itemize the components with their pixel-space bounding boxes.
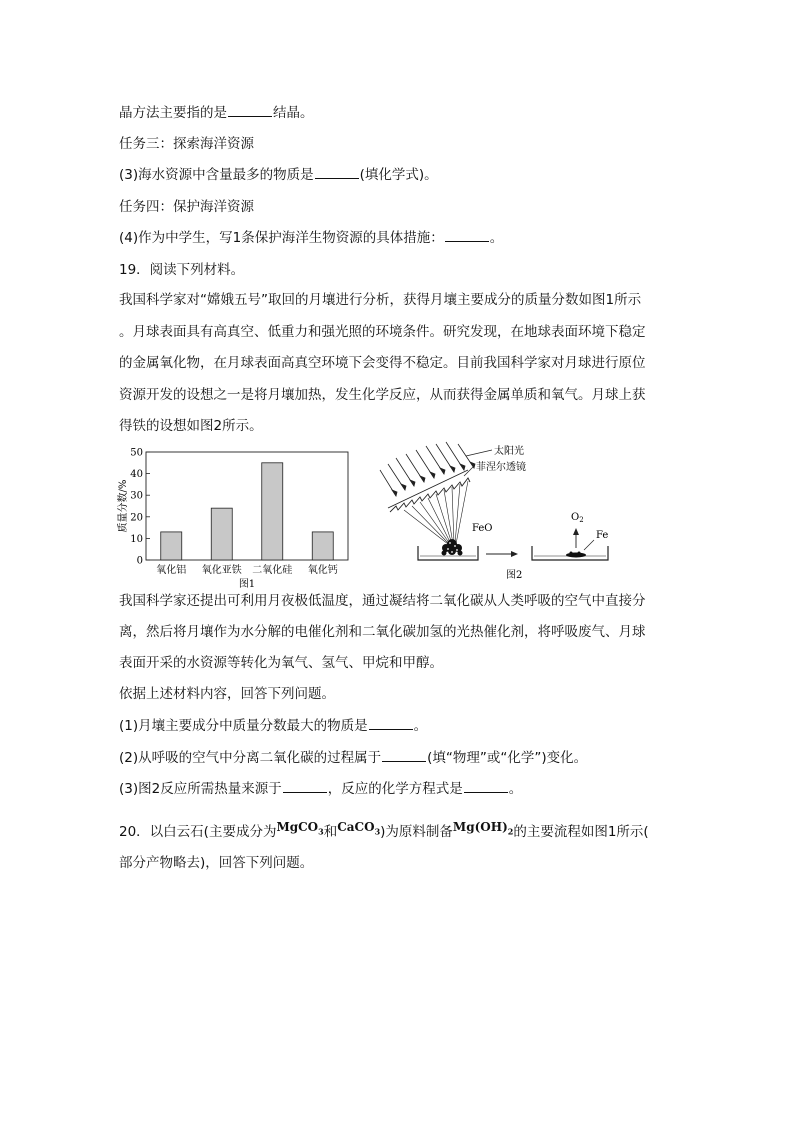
sub-question-2: (2)从呼吸的空气中分离二氧化碳的过程属于 (填“物理”或“化学”)变化。	[119, 750, 588, 766]
task4-heading: 任务四：保护海洋资源	[119, 199, 254, 215]
paragraph-line: 依据上述材料内容，回答下列问题。	[119, 686, 335, 702]
y-tick-label: 40	[130, 469, 143, 481]
formula-mgco3: MgCO$_3$	[276, 820, 324, 837]
question-19: 19．阅读下列材料。	[119, 262, 245, 278]
fe-label: Fe	[596, 530, 609, 541]
chart-caption: 图1	[238, 579, 256, 590]
bar	[161, 532, 182, 560]
paragraph-line: 我国科学家还提出可利用月夜极低温度，通过凝结将二氧化碳从人类呼吸的空气中直接分	[119, 593, 646, 609]
paragraph-line: 。月球表面具有高真空、低重力和强光照的环境条件。研究发现，在地球表面环境下稳定	[119, 324, 646, 340]
y-tick-label: 30	[130, 490, 143, 502]
fe-product	[566, 553, 586, 558]
answer-blank[interactable]	[283, 780, 327, 793]
bar	[312, 532, 333, 560]
figure2-diagram	[378, 440, 618, 582]
sunlight-rays	[380, 442, 475, 496]
paragraph-line: 的金属氧化物，在月球表面高真空环境下会变得不稳定。目前我国科学家对月球进行原位	[119, 355, 646, 371]
paragraph-line: 得铁的设想如图2所示。	[119, 418, 263, 434]
answer-blank[interactable]	[445, 229, 489, 242]
lens-label: 菲涅尔透镜	[476, 462, 526, 473]
answer-blank[interactable]	[382, 749, 426, 762]
x-tick-label: 氧化铝	[156, 565, 187, 576]
formula-caco3: CaCO$_3$	[337, 820, 381, 837]
paragraph-line: 部分产物略去)，回答下列问题。	[119, 855, 314, 871]
answer-blank[interactable]	[464, 780, 508, 793]
o2-label: $O_2$	[571, 512, 584, 524]
bar	[262, 463, 283, 560]
bar-chart-figure1	[116, 447, 356, 590]
paragraph-line: 资源开发的设想之一是将月壤加热，发生化学反应，从而获得金属单质和氧气。月球上获	[119, 387, 646, 403]
task3-heading: 任务三：探索海洋资源	[119, 136, 254, 152]
y-tick-label: 50	[130, 447, 143, 459]
answer-blank[interactable]	[369, 717, 413, 730]
question-4: (4)作为中学生，写1条保护海洋生物资源的具体措施： 。	[119, 230, 504, 246]
figure2-caption: 图2	[506, 570, 523, 581]
y-axis-label: 质量分数/%	[118, 479, 129, 533]
formula-mgoh2: $Mg(OH)_2$	[452, 820, 514, 837]
x-tick-label: 氧化钙	[307, 565, 338, 576]
x-tick-label: 氧化亚铁	[201, 565, 242, 576]
bar	[211, 508, 232, 560]
sub-question-1: (1)月壤主要成分中质量分数最大的物质是 。	[119, 718, 428, 734]
sub-question-3: (3)图2反应所需热量来源于 ，反应的化学方程式是 。	[119, 781, 523, 797]
y-tick-label: 20	[130, 512, 143, 524]
answer-blank[interactable]	[228, 104, 272, 117]
paragraph-line: 离，然后将月壤作为水分解的电催化剂和二氧化碳加氢的光热催化剂，将呼吸废气、月球	[119, 624, 646, 640]
paragraph-line: 我国科学家对“嫦娥五号”取回的月壤进行分析，获得月壤主要成分的质量分数如图1所示	[119, 292, 642, 308]
question-20: 20．以白云石(主要成分为MgCO$_3$和CaCO$_3$)为原料制备$Mg(OH)_2$的主要流程如图1所示(	[119, 820, 649, 840]
feo-label: FeO	[472, 523, 493, 534]
y-tick-label: 10	[130, 533, 143, 545]
fresnel-lens	[388, 470, 470, 512]
x-tick-label: 二氧化硅	[252, 565, 293, 576]
paragraph-line: 表面开采的水资源等转化为氧气、氢气、甲烷和甲醇。	[119, 655, 443, 671]
question-3: (3)海水资源中含量最多的物质是 (填化学式)。	[119, 167, 438, 183]
text-line: 晶方法主要指的是 结晶。	[119, 105, 314, 121]
sunlight-label: 太阳光	[494, 446, 524, 457]
sunlight-leader	[466, 450, 492, 456]
answer-blank[interactable]	[315, 166, 359, 179]
y-tick-label: 0	[136, 555, 143, 567]
